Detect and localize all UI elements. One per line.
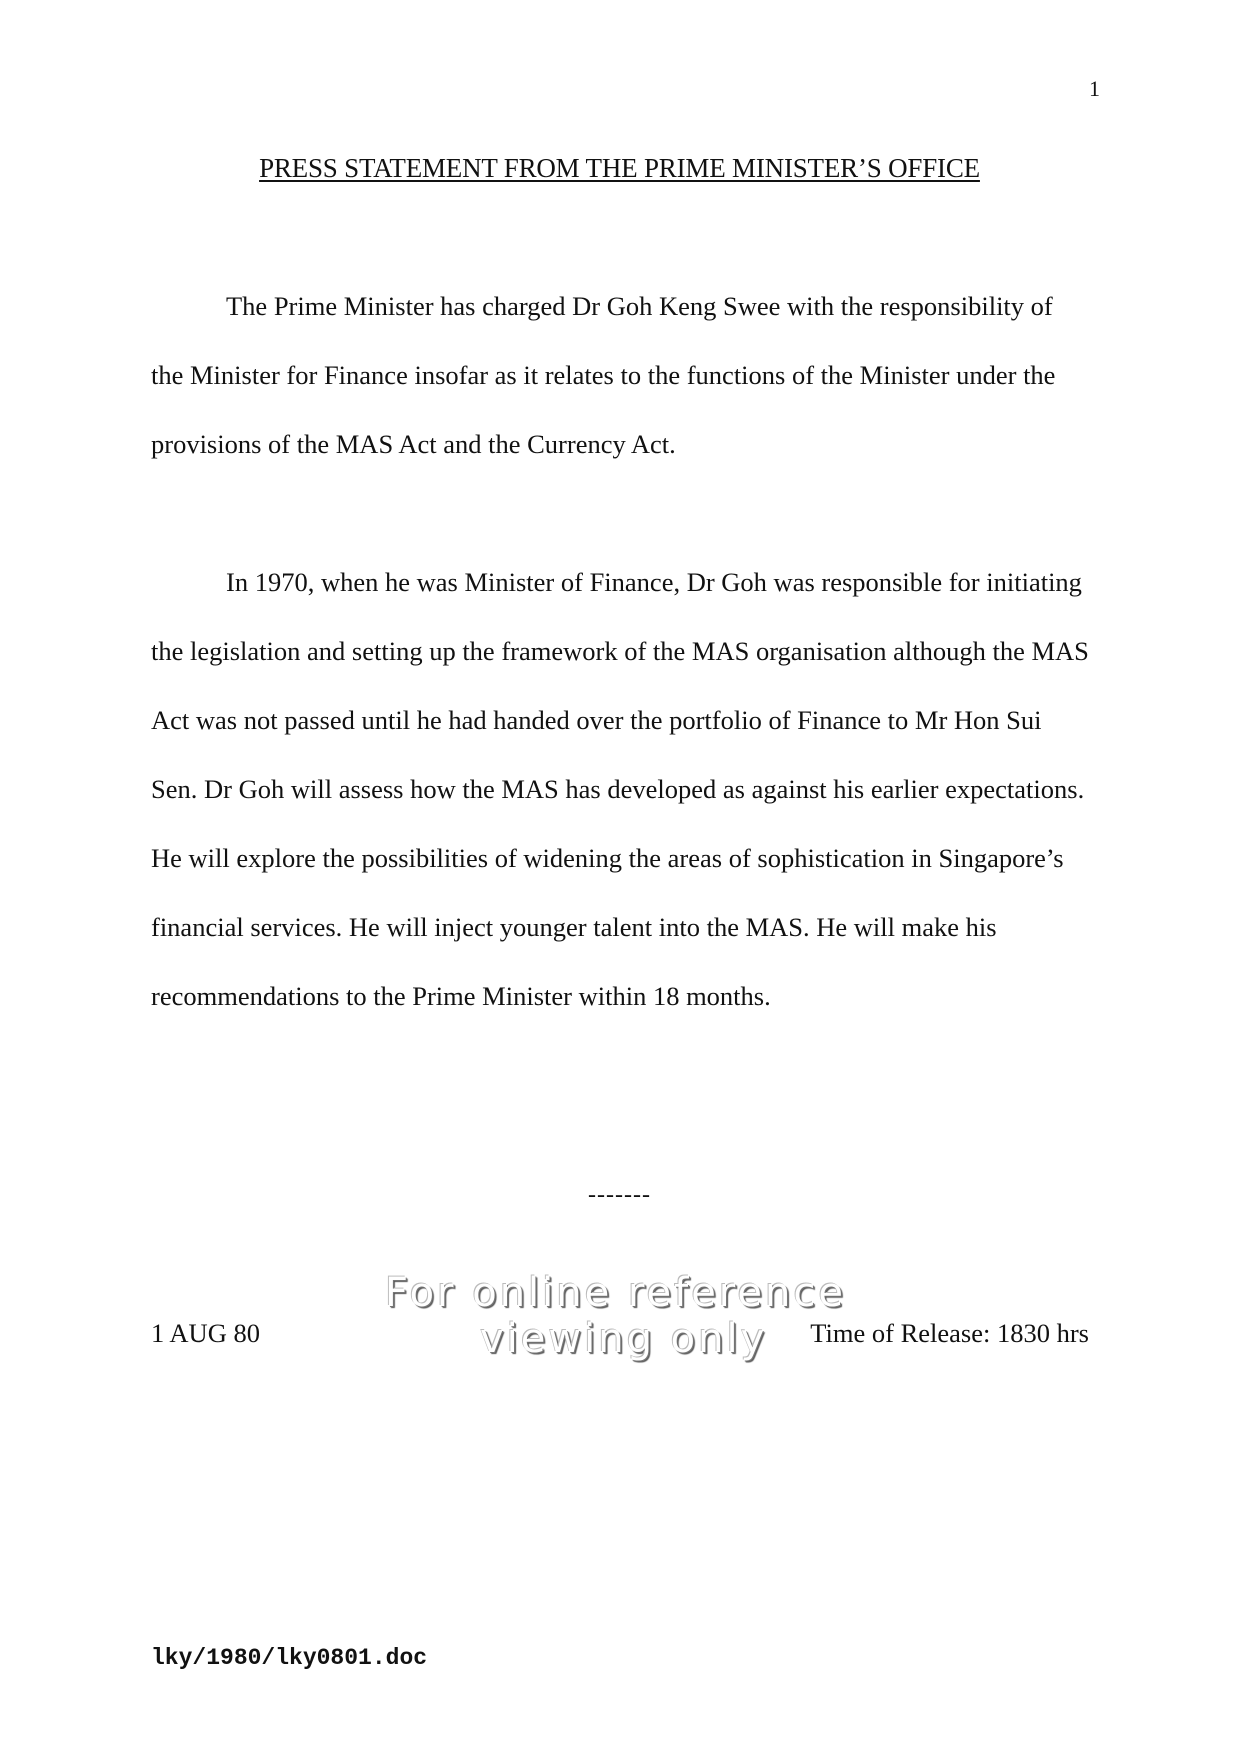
paragraph-1: The Prime Minister has charged Dr Goh Keng Swee with the responsibility of the Minister for Finance insofar as it relates to the functions of the Minister under the provisions of the MAS Act and the Currency Act.: [151, 291, 1056, 459]
separator: -------: [588, 1182, 651, 1208]
release-time: Time of Release: 1830 hrs: [810, 1318, 1089, 1348]
document-title: PRESS STATEMENT FROM THE PRIME MINISTER’S OFFICE: [259, 153, 980, 183]
release-date: 1 AUG 80: [151, 1318, 260, 1348]
watermark-line-1: For online reference: [385, 1270, 846, 1316]
page-number: 1: [1089, 76, 1100, 101]
paragraph-2: In 1970, when he was Minister of Finance, Dr Goh was responsible for initiating the legislation and setting up the framework of the MAS organisation although the MAS Act was not passed until he had handed over the portfolio of Finance to Mr Hon Sui Sen. Dr Goh will assess how the MAS has developed as against his earlier expectations. He will explore the possibilities of widening the areas of sophistication in Singapore’s financial services. He will inject younger talent into the MAS. He will make his recommendations to the Prime Minister within 18 months.: [151, 567, 1089, 1011]
file-path: lky/1980/lky0801.doc: [151, 1645, 428, 1671]
watermark-line-2: viewing only: [480, 1316, 768, 1362]
